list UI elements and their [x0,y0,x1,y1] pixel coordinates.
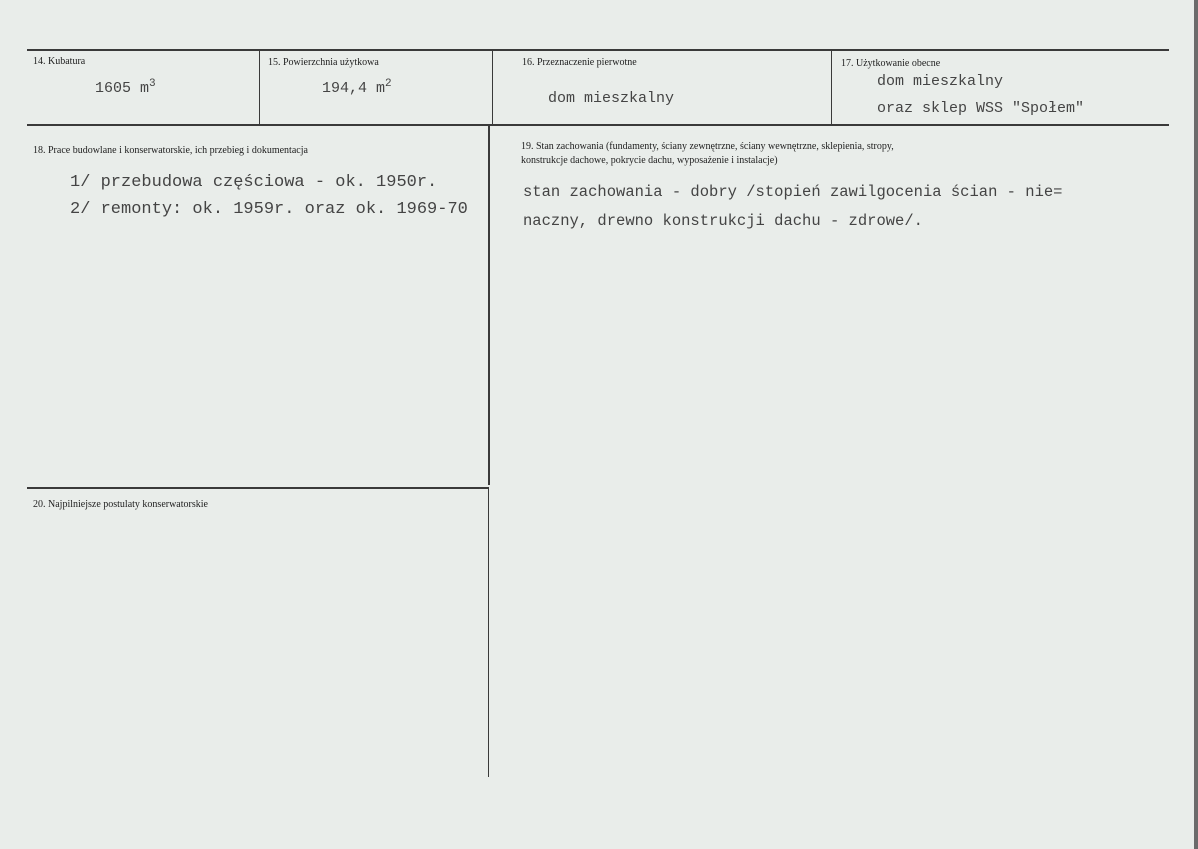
powierzchnia-number: 194,4 m [322,80,386,97]
powierzchnia-value [322,80,392,97]
kubatura-number: 1605 m [95,80,150,97]
divider-16-17 [831,50,832,125]
uzytkowanie-line1: dom mieszkalny [877,73,1004,90]
mid-rule [27,124,1169,126]
left-col-divider-b [488,487,489,777]
stan-label-line1: 19. Stan zachowania (fundamenty, ściany zewnętrzne, ściany wewnętrzne, sklepienia, stropy, [521,141,894,152]
uzytkowanie-line2: oraz sklep WSS "Społem" [877,100,1085,117]
przeznaczenie-value: dom mieszkalny [548,90,675,107]
uzytkowanie-label: 17. Użytkowanie obecne [841,58,941,69]
prace-item-1: 1/ przebudowa częściowa - ok. 1950r. [70,173,438,192]
left-col-divider-a [488,125,490,485]
divider-14-15 [259,50,260,125]
postulaty-label: 20. Najpilniejsze postulaty konserwatorskie [33,499,208,510]
prace-label: 18. Prace budowlane i konserwatorskie, ich przebieg i dokumentacja [33,145,308,156]
card-edge [1194,0,1198,849]
stan-text-line1: stan zachowania - dobry /stopień zawilgocenia ścian - nie= [523,183,1063,201]
prace-item-2: 2/ remonty: ok. 1959r. oraz ok. 1969-70 [70,200,468,219]
kubatura-value [95,80,156,97]
powierzchnia-unit-sup: 2 [385,78,392,90]
stan-text-line2: naczny, drewno konstrukcji dachu - zdrowe/. [523,212,923,230]
stan-label-line2: konstrukcje dachowe, pokrycie dachu, wyposażenie i instalacje) [521,155,778,166]
divider-15-16 [492,50,493,125]
kubatura-unit-sup: 3 [149,78,156,90]
powierzchnia-label: 15. Powierzchnia użytkowa [268,57,379,68]
left-lower-rule [27,487,489,489]
kubatura-label: 14. Kubatura [33,56,86,67]
top-rule [27,49,1169,51]
przeznaczenie-label: 16. Przeznaczenie pierwotne [522,57,637,68]
